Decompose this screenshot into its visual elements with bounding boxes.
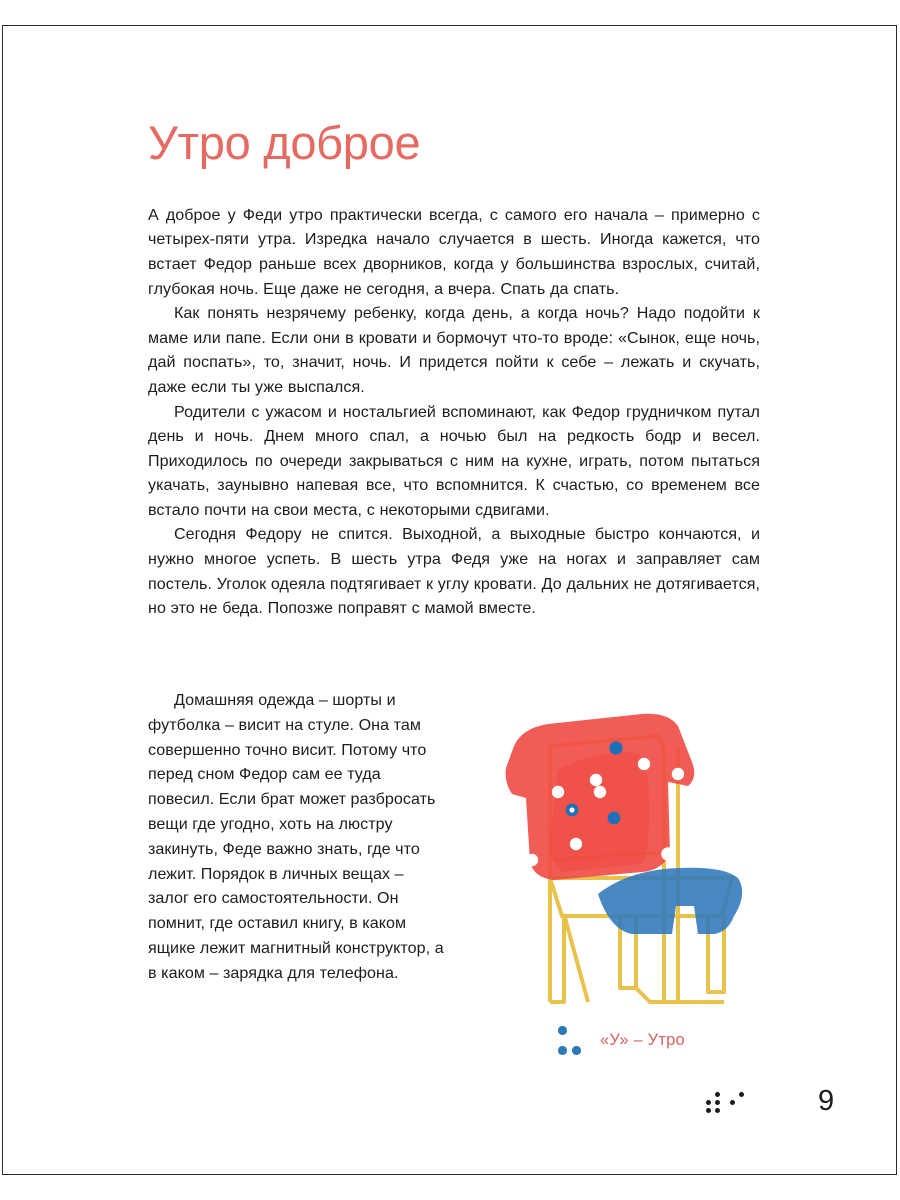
- page-number: 9: [818, 1085, 835, 1117]
- braille-digit-dot-2: [730, 1100, 735, 1105]
- braille-number-dot-6: [715, 1100, 720, 1105]
- caption-label: «У» – Утро: [600, 1030, 685, 1049]
- paragraph-4: Сегодня Федору не спится. Выходной, а выходные быстро кончаются, и нужно многое успеть. В шесть утра Федя уже на ногах и заправляет сам постель. Уголок одеяла подтягивает к углу кровати. До дальних не дотягивается, но это не беда. Попозже поправят с мамой вместе.: [148, 525, 760, 618]
- paragraph-3: Родители с ужасом и ностальгией вспоминают, как Федор грудничком путал день и ночь. Днем много спал, а ночью был на редкость бодр и весел. Приходилось по очереди закрываться с ним на кухне, играть, потом пытаться укачать, заунывно напевая все, что вспомнится. К счастью, со временем все встало почти на свои места, с некоторыми сдвигами.: [148, 402, 760, 519]
- chair-with-clothes-illustration: [492, 702, 772, 1022]
- braille-dot-1: [558, 1026, 567, 1035]
- paragraph-2: Как понять незрячему ребенку, когда день, а когда ночь? Надо подойти к маме или папе. Если они в кровати и бормочут что-то вроде: «Сынок, еще ночь, дай поспать», то, значит, ночь. И придется пойти к себе – лежать и скучать, даже если ты уже выспался.: [148, 304, 760, 396]
- braille-digit-dot-4: [739, 1092, 744, 1097]
- braille-number-dot-4: [715, 1092, 720, 1097]
- braille-number-dot-3: [706, 1100, 711, 1105]
- body-text-column: [148, 203, 760, 621]
- braille-number-dot-5: [706, 1108, 711, 1113]
- braille-caption: [556, 1023, 685, 1057]
- paragraph-5: Домашняя одежда – шорты и футболка – висит на стуле. Она там совершенно точно висит. Потому что перед сном Федор сам ее туда повесил. Если брат может разбросать вещи где угодно, хоть на люстру закинуть, Феде важно знать, где что лежит. Порядок в личных вещах – залог его самостоятельности. Он помнит, где оставил книгу, в каком ящике лежит магнитный конструктор, а в каком – зарядка для телефона.: [148, 691, 444, 982]
- braille-dot-3: [558, 1046, 567, 1055]
- braille-number-dot-extra: [715, 1108, 720, 1113]
- braille-page-number-icon: [706, 1091, 760, 1121]
- paragraph-1: А доброе у Феди утро практически всегда, с самого его начала – примерно с четырех-пяти утра. Изредка начало случается в шесть. Иногда кажется, что встает Федор раньше всех дворников, когда у большинства взрослых, считай, глубокая ночь. Еще даже не сегодня, а вчера. Спать да спать.: [148, 205, 760, 298]
- narrow-text-column: [148, 688, 448, 986]
- braille-cell-u-icon: [556, 1023, 582, 1057]
- page-title: Утро доброе: [148, 116, 421, 169]
- page-content: [148, 118, 760, 621]
- braille-dot-6: [572, 1046, 581, 1055]
